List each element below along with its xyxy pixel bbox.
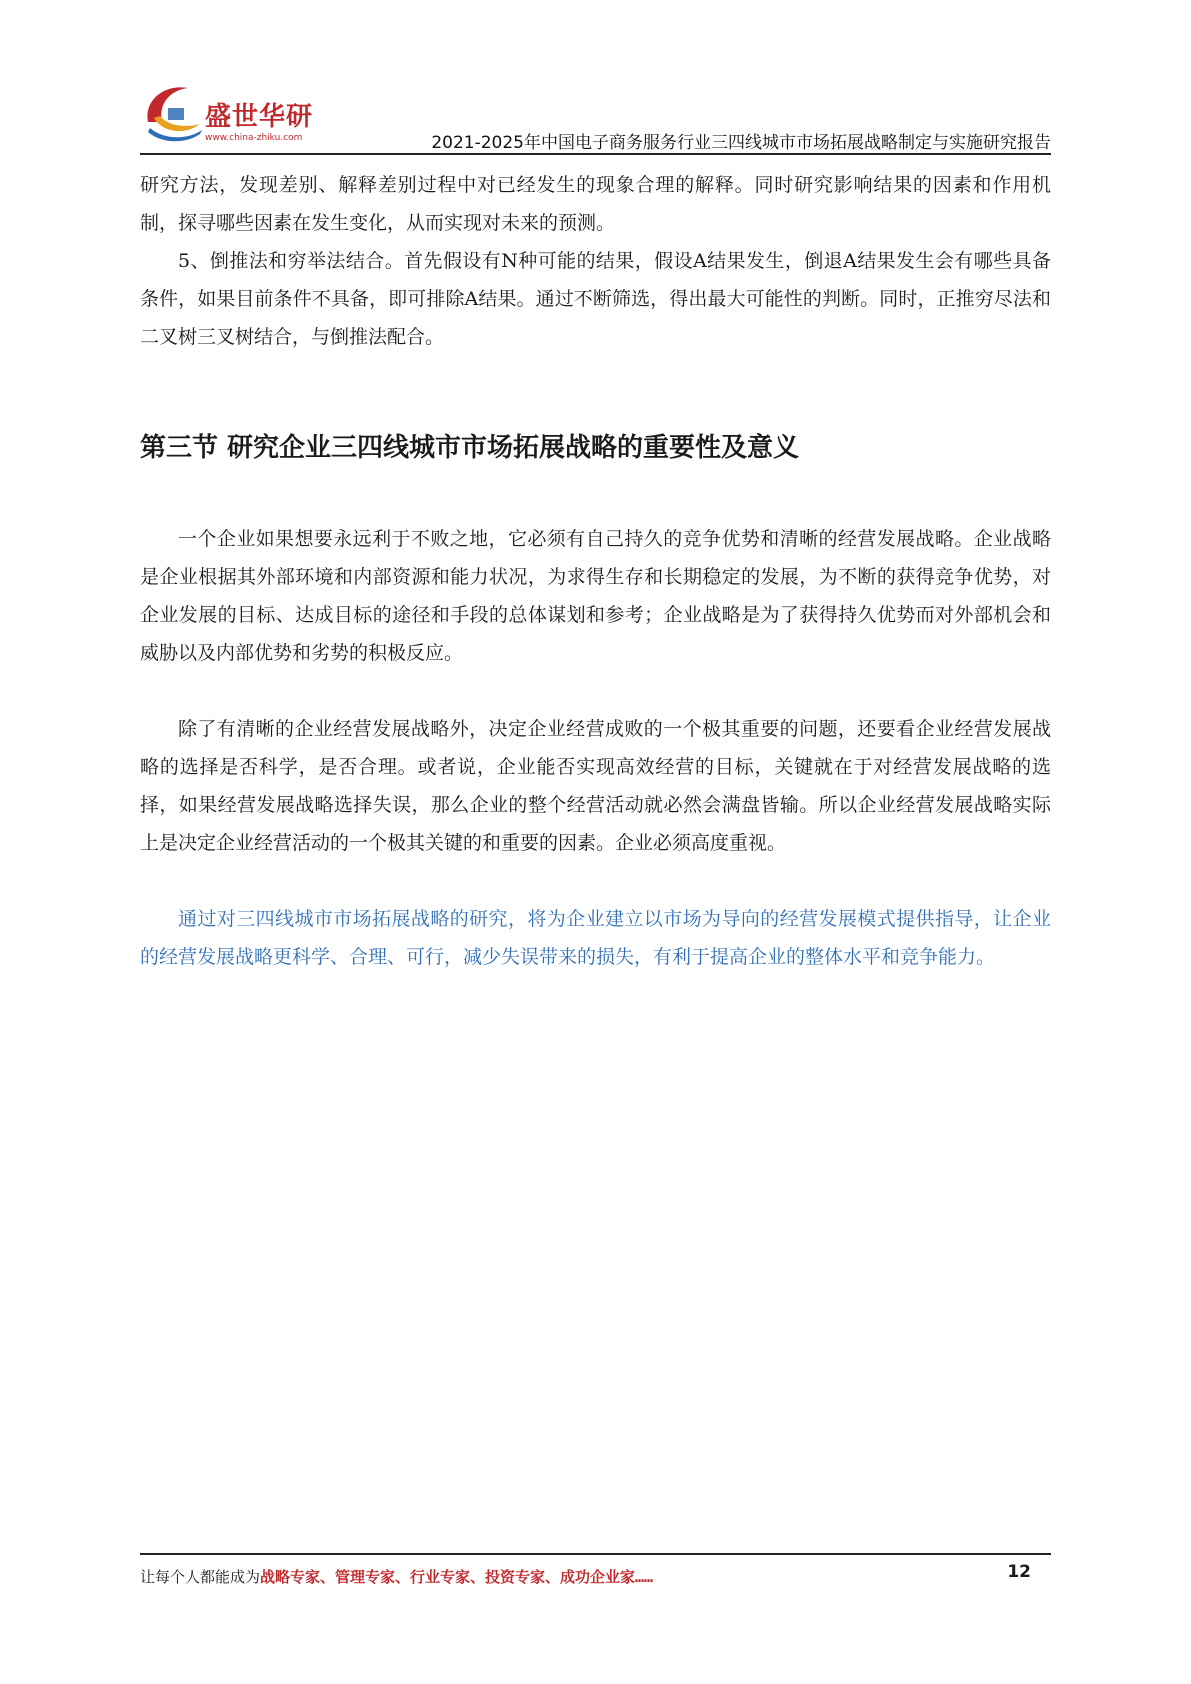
header-divider (140, 153, 1051, 155)
paragraph-2: 5、倒推法和穷举法结合。首先假设有N种可能的结果，假设A结果发生，倒退A结果发生会有哪些具备条件，如果目前条件不具备，即可排除A结果。通过不断筛选，得出最大可能性的判断。同时，正推穷尽法和二叉树三叉树结合，与倒推法配合。 (140, 250, 1051, 348)
footer-divider (140, 1553, 1051, 1555)
logo-text: 盛世华研 (205, 102, 314, 132)
paragraph-5-highlight: 通过对三四线城市市场拓展战略的研究，将为企业建立以市场为导向的经营发展模式提供指导，让企业的经营发展战略更科学、合理、可行，减少失误带来的损失，有利于提高企业的整体水平和竞争能力。 (140, 908, 1051, 968)
footer-roles: 战略专家、管理专家、行业专家、投资专家、成功企业家…… (260, 1568, 654, 1586)
logo-url: www.china-zhiku.com (205, 133, 303, 143)
page-number: 12 (1007, 1562, 1031, 1582)
section-heading: 第三节 研究企业三四线城市市场拓展战略的重要性及意义 (140, 433, 800, 463)
report-title: 2021-2025年中国电子商务服务行业三四线城市市场拓展战略制定与实施研究报告 (431, 133, 1051, 153)
page-body (140, 166, 1051, 976)
paragraph-4: 除了有清晰的企业经营发展战略外，决定企业经营成败的一个极其重要的问题，还要看企业经营发展战略的选择是否科学，是否合理。或者说，企业能否实现高效经营的目标，关键就在于对经营发展战略的选择，如果经营发展战略选择失误，那么企业的整个经营活动就必然会满盘皆输。所以企业经营发展战略实际上是决定企业经营活动的一个极其关键的和重要的因素。企业必须高度重视。 (140, 718, 1051, 854)
footer-slogan (140, 1566, 653, 1587)
paragraph-3: 一个企业如果想要永远利于不败之地，它必须有自己持久的竞争优势和清晰的经营发展战略。企业战略是企业根据其外部环境和内部资源和能力状况，为求得生存和长期稳定的发展，为不断的获得竞争优势，对企业发展的目标、达成目标的途径和手段的总体谋划和参考；企业战略是为了获得持久优势而对外部机会和威胁以及内部优势和劣势的积极反应。 (140, 528, 1051, 664)
footer-prefix: 让每个人都能成为 (140, 1568, 261, 1586)
paragraph-1: 研究方法，发现差别、解释差别过程中对已经发生的现象合理的解释。同时研究影响结果的因素和作用机制，探寻哪些因素在发生变化，从而实现对未来的预测。 (140, 174, 1051, 234)
